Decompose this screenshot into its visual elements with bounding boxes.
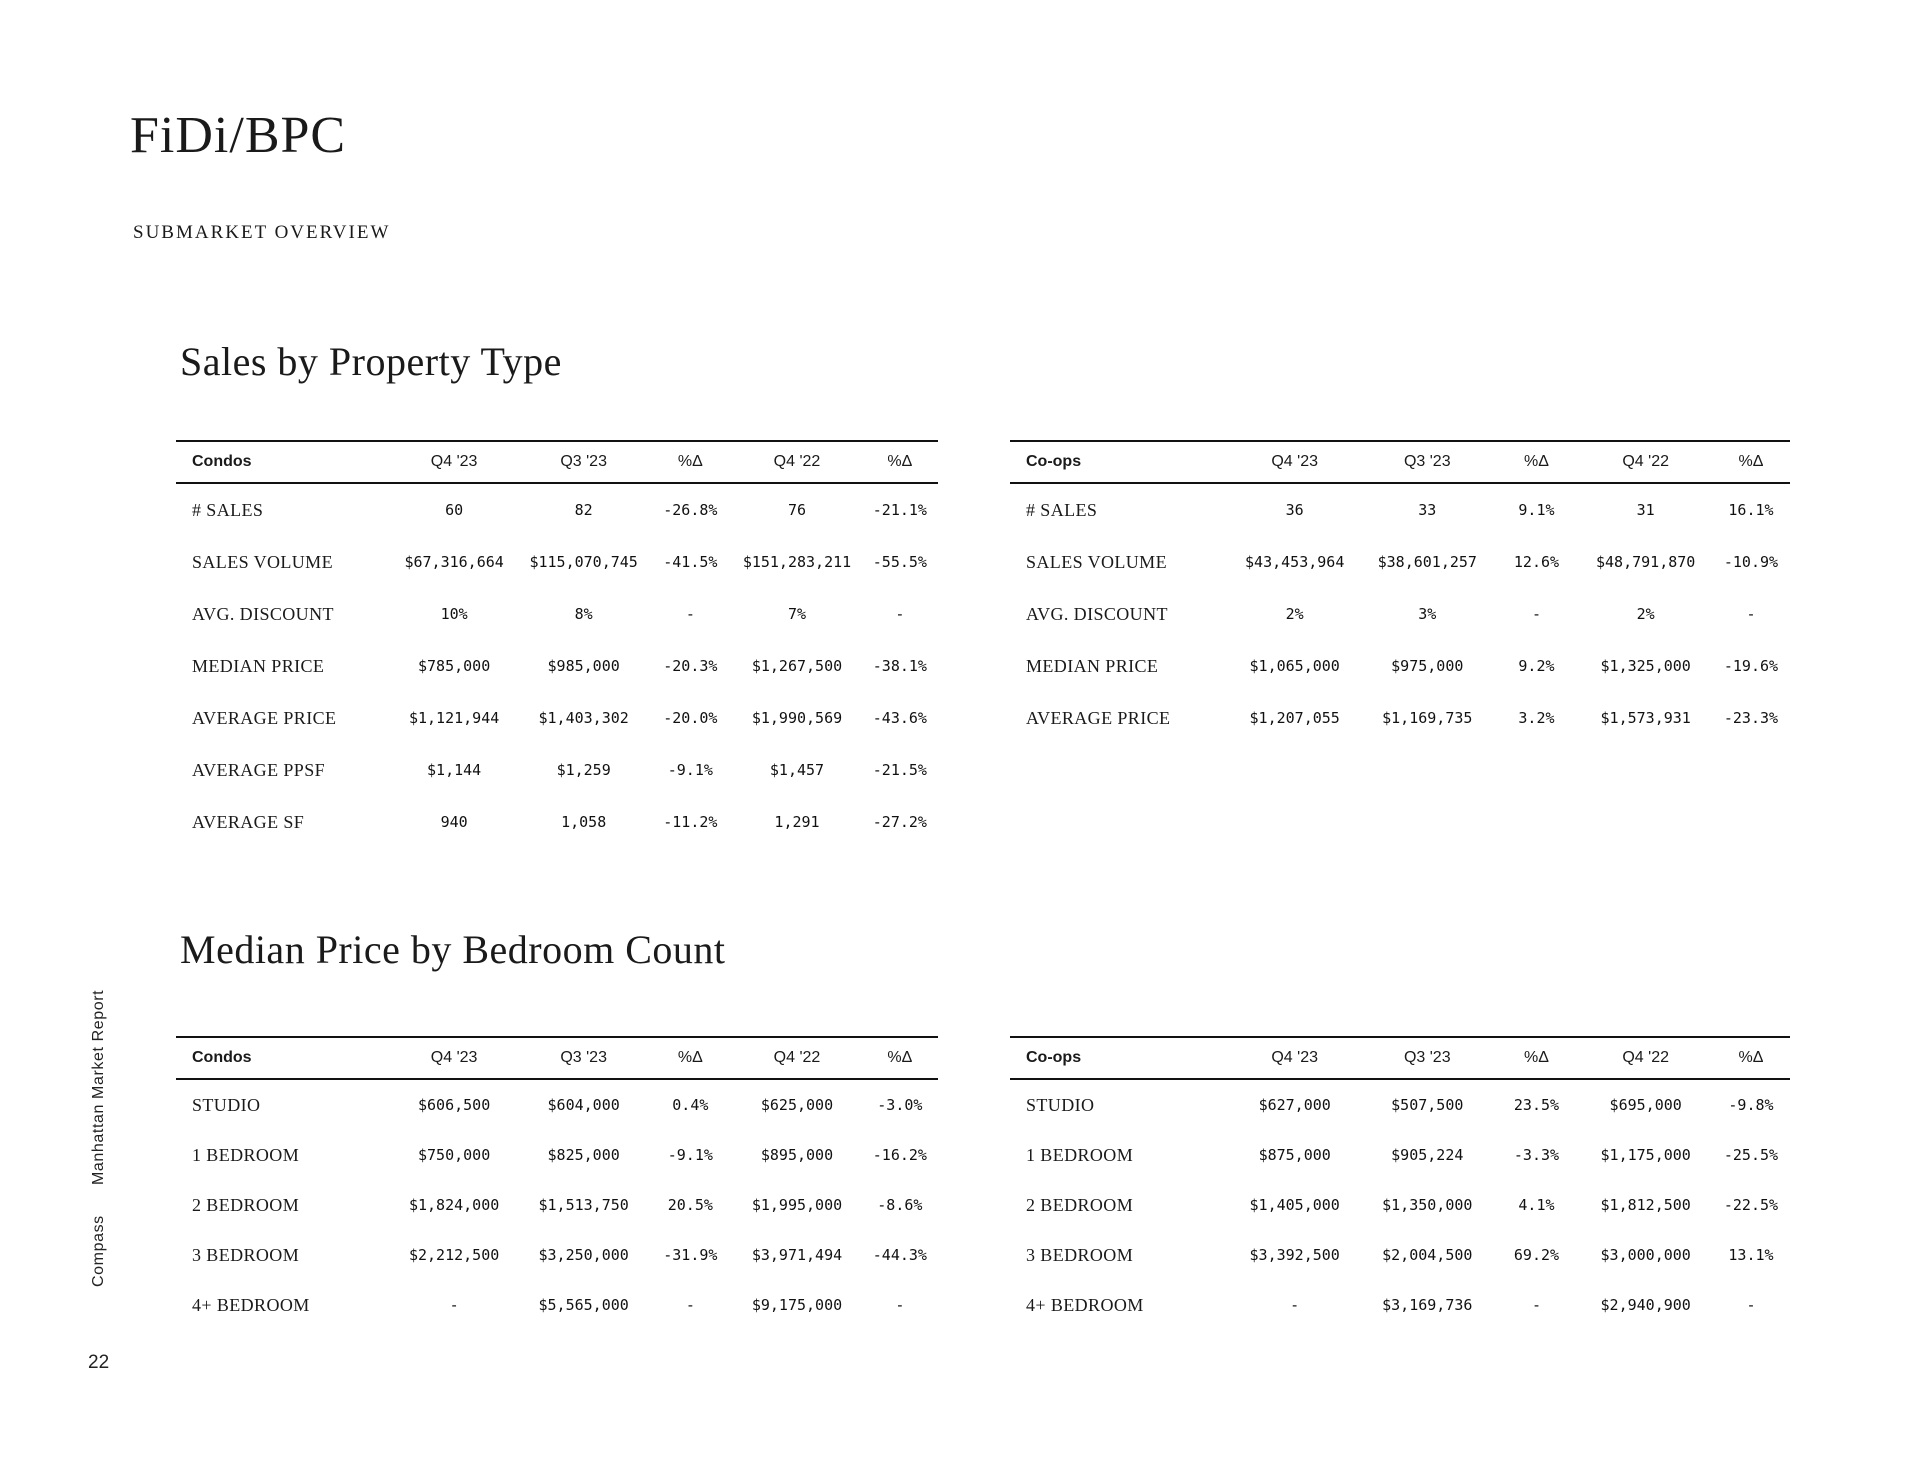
table-row [176,588,938,640]
cell-value: 0.4% [672,1096,709,1114]
table-title: Condos [192,1049,252,1066]
row-label: MEDIAN PRICE [1026,655,1159,676]
row-label: 1 BEDROOM [192,1144,300,1165]
row-label: 2 BEDROOM [192,1194,300,1215]
cell-value: $1,457 [769,761,825,779]
row-label: 4+ BEDROOM [192,1294,310,1315]
cell-value: - [449,1296,459,1314]
cell-value: -25.5% [1723,1146,1779,1164]
row-label: STUDIO [1026,1094,1095,1115]
cell-value: - [685,605,695,623]
cell-value: $1,207,055 [1249,709,1340,727]
row-label: AVERAGE PRICE [1026,707,1171,728]
cell-value: -10.9% [1723,553,1779,571]
page-number: 22 [88,1352,110,1373]
cell-value: $1,325,000 [1600,657,1691,675]
cell-value: $606,500 [418,1096,491,1114]
cell-value: - [1746,1296,1756,1314]
cell-value: -41.5% [663,553,718,571]
cell-value: $507,500 [1391,1096,1464,1114]
row-label: 4+ BEDROOM [1026,1294,1144,1315]
cell-value: 31 [1636,501,1655,519]
cell-value: $785,000 [418,657,491,675]
cell-value: -44.3% [872,1246,927,1264]
cell-value: -38.1% [872,657,927,675]
row-label: AVERAGE SF [192,811,305,832]
cell-value: -20.0% [663,709,718,727]
cell-value: 4.1% [1518,1196,1555,1214]
cell-value: $67,316,664 [404,553,504,571]
cell-value: $1,065,000 [1249,657,1340,675]
cell-value: -20.3% [663,657,718,675]
column-header: %Δ [1524,453,1549,470]
cell-value: $1,573,931 [1600,709,1691,727]
cell-value: 2% [1285,605,1304,623]
column-header: Q3 '23 [1403,1049,1451,1066]
cell-value: $1,513,750 [538,1196,629,1214]
cell-value: -21.1% [872,501,927,519]
column-header: %Δ [677,453,703,470]
table-row [1010,588,1790,640]
cell-value: 16.1% [1728,501,1774,519]
row-label: MEDIAN PRICE [192,655,325,676]
column-header: Q4 '22 [1622,1049,1669,1066]
cell-value: $151,283,211 [742,553,852,571]
cell-value: $905,224 [1391,1146,1464,1164]
table-header-row [1010,1036,1790,1080]
cell-value: $604,000 [547,1096,620,1114]
section-heading-median-price-by-bedroom-count: Median Price by Bedroom Count [180,927,726,972]
cell-value: 36 [1285,501,1304,519]
cell-value: 9.1% [1518,501,1555,519]
row-label: STUDIO [192,1094,261,1115]
cell-value: 69.2% [1513,1246,1560,1264]
row-label: # SALES [1026,499,1098,520]
cell-value: $985,000 [547,657,620,675]
cell-value: -3.3% [1513,1146,1560,1164]
cell-value: $1,144 [427,761,482,779]
row-label: 3 BEDROOM [1026,1244,1134,1265]
table-row [1010,1080,1790,1130]
table-row [1010,692,1790,744]
cell-value: $2,940,900 [1600,1296,1691,1314]
table-row [176,796,938,848]
row-label: 1 BEDROOM [1026,1144,1134,1165]
column-header: Q4 '22 [773,453,821,470]
cell-value: - [685,1296,695,1314]
cell-value: $895,000 [760,1146,834,1164]
cell-value: -9.1% [667,1146,713,1164]
table-row [1010,1280,1790,1330]
cell-value: - [895,1296,905,1314]
row-label: # SALES [192,499,264,520]
table-row [176,1080,938,1130]
cell-value: $627,000 [1258,1096,1331,1114]
cell-value: $1,350,000 [1382,1196,1473,1214]
cell-value: $1,812,500 [1600,1196,1691,1214]
column-header: %Δ [1524,1049,1549,1066]
cell-value: $1,995,000 [751,1196,843,1214]
cell-value: $48,791,870 [1596,553,1696,571]
cell-value: $2,212,500 [408,1246,500,1264]
table-row [176,692,938,744]
page-title: FiDi/BPC [130,107,347,164]
cell-value: 23.5% [1513,1096,1560,1114]
cell-value: $115,070,745 [529,553,638,571]
cell-value: - [1531,605,1541,623]
cell-value: $1,824,000 [408,1196,500,1214]
table-sales-condos [176,440,938,848]
cell-value: $1,121,944 [408,709,500,727]
cell-value: $3,000,000 [1600,1246,1691,1264]
cell-value: 12.6% [1513,553,1560,571]
table-row [176,1130,938,1180]
cell-value: 8% [574,605,593,623]
row-label: SALES VOLUME [1026,551,1167,572]
cell-value: - [1746,605,1756,623]
column-header: %Δ [887,453,913,470]
column-header: Q3 '23 [1403,453,1451,470]
column-header: Q4 '23 [1271,1049,1318,1066]
cell-value: $43,453,964 [1245,553,1345,571]
cell-value: 2% [1636,605,1655,623]
table-row [176,1180,938,1230]
cell-value: -26.8% [663,501,718,519]
cell-value: - [1531,1296,1541,1314]
row-label: 3 BEDROOM [192,1244,300,1265]
cell-value: -27.2% [872,813,927,831]
table-row [1010,1130,1790,1180]
cell-value: $875,000 [1258,1146,1331,1164]
row-label: AVG. DISCOUNT [1026,603,1168,624]
sidebar-report-title: Manhattan Market Report [90,989,107,1185]
cell-value: $1,267,500 [751,657,843,675]
cell-value: 3.2% [1518,709,1555,727]
table-row [1010,536,1790,588]
cell-value: 7% [787,605,807,623]
table-row [176,640,938,692]
cell-value: $2,004,500 [1382,1246,1473,1264]
cell-value: 20.5% [667,1196,713,1214]
cell-value: 13.1% [1728,1246,1774,1264]
cell-value: $625,000 [760,1096,834,1114]
cell-value: 940 [440,813,468,831]
cell-value: - [895,605,905,623]
table-row [1010,640,1790,692]
cell-value: - [1290,1296,1300,1314]
cell-value: $1,175,000 [1600,1146,1691,1164]
section-heading-sales-by-property-type: Sales by Property Type [180,339,562,384]
cell-value: -16.2% [872,1146,927,1164]
cell-value: -31.9% [663,1246,718,1264]
row-label: AVERAGE PRICE [192,707,337,728]
table-row [1010,1180,1790,1230]
row-label: 2 BEDROOM [1026,1194,1134,1215]
cell-value: -21.5% [872,761,927,779]
table-bedroom-condos [176,1036,938,1330]
cell-value: $695,000 [1609,1096,1682,1114]
cell-value: $1,259 [556,761,611,779]
cell-value: $825,000 [547,1146,620,1164]
column-header: %Δ [887,1049,913,1066]
table-row [176,484,938,536]
table-title: Co-ops [1026,1049,1082,1066]
cell-value: $1,403,302 [538,709,629,727]
cell-value: $1,405,000 [1249,1196,1340,1214]
cell-value: $975,000 [1391,657,1464,675]
table-title: Condos [192,453,252,470]
cell-value: -9.8% [1728,1096,1774,1114]
cell-value: $3,971,494 [751,1246,843,1264]
table-row [176,536,938,588]
sidebar-brand: Compass [90,1215,107,1287]
column-header: Q4 '22 [773,1049,821,1066]
table-row [1010,484,1790,536]
table-title: Co-ops [1026,453,1082,470]
table-row [1010,1230,1790,1280]
cell-value: -9.1% [667,761,713,779]
cell-value: -11.2% [663,813,718,831]
cell-value: -43.6% [872,709,927,727]
table-row [176,744,938,796]
column-header: Q3 '23 [560,453,607,470]
column-header: Q4 '23 [430,1049,478,1066]
table-header-row [1010,440,1790,484]
table-row [176,1230,938,1280]
cell-value: -19.6% [1723,657,1779,675]
row-label: AVG. DISCOUNT [192,603,334,624]
table-sales-coops [1010,440,1790,744]
column-header: Q4 '23 [1271,453,1318,470]
cell-value: $3,169,736 [1382,1296,1473,1314]
row-label: AVERAGE PPSF [192,759,326,780]
cell-value: -23.3% [1723,709,1779,727]
cell-value: -22.5% [1723,1196,1779,1214]
cell-value: $3,250,000 [538,1246,629,1264]
cell-value: 60 [445,501,464,519]
column-header: %Δ [1738,453,1764,470]
cell-value: 10% [440,605,468,623]
row-label: SALES VOLUME [192,551,333,572]
column-header: %Δ [1738,1049,1764,1066]
table-header-row [176,440,938,484]
cell-value: 3% [1418,605,1437,623]
page-subtitle: SUBMARKET OVERVIEW [133,222,391,243]
cell-value: -55.5% [872,553,927,571]
cell-value: $3,392,500 [1249,1246,1340,1264]
cell-value: 9.2% [1518,657,1555,675]
column-header: Q4 '22 [1622,453,1669,470]
table-row [176,1280,938,1330]
table-header-row [176,1036,938,1080]
cell-value: $1,169,735 [1382,709,1473,727]
cell-value: 1,291 [774,813,820,831]
cell-value: -8.6% [877,1196,923,1214]
cell-value: $9,175,000 [751,1296,843,1314]
cell-value: 33 [1418,501,1437,519]
column-header: Q4 '23 [430,453,478,470]
table-bedroom-coops [1010,1036,1790,1330]
cell-value: $38,601,257 [1377,553,1477,571]
column-header: %Δ [677,1049,703,1066]
cell-value: -3.0% [877,1096,923,1114]
cell-value: $1,990,569 [751,709,843,727]
cell-value: 76 [787,501,807,519]
cell-value: 82 [574,501,593,519]
cell-value: 1,058 [561,813,607,831]
column-header: Q3 '23 [560,1049,607,1066]
cell-value: $5,565,000 [538,1296,629,1314]
cell-value: $750,000 [418,1146,491,1164]
